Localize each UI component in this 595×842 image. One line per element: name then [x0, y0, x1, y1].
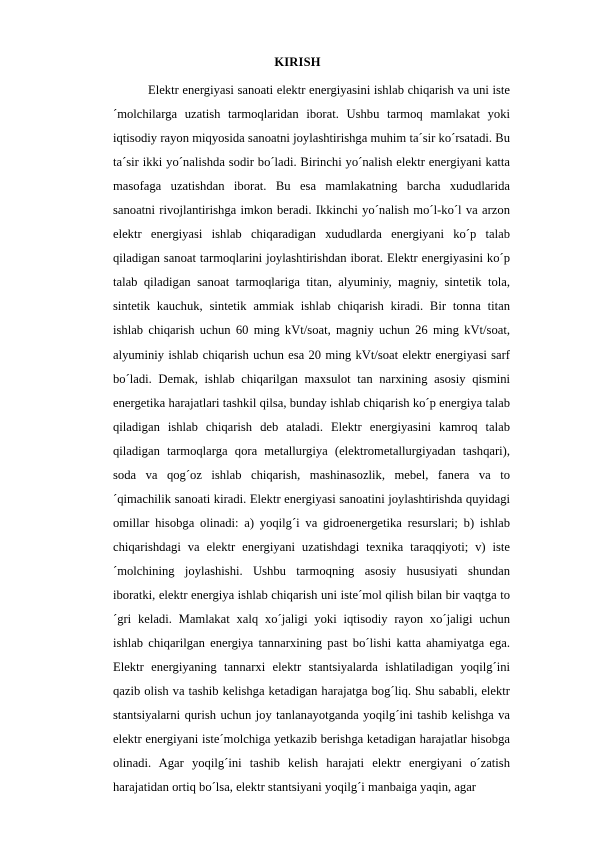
- body-paragraph: Elektr energiyasi sanoati elektr energiyasini ishlab chiqarish va uni iste´molchilarga uzatish tarmoqlaridan iborat. Ushbu tarmoq mamlakat yoki iqtisodiy rayon miqyosida sanoatni joylashtirishga muhim ta´sir ko´rsatadi. Bu ta´sir ikki yo´nalishda sodir bo´ladi. Birinchi yo´nalish elektr energiyani katta masofaga uzatishdan iborat. Bu esa mamlakatning barcha xududlarida sanoatni rivojlantirishga imkon beradi. Ikkinchi yo´nalish mo´l-ko´l va arzon elektr energiyasi ishlab chiqaradigan xududlarda energiyani ko´p talab qiladigan sanoat tarmoqlarini joylashtirishdan iborat. Elektr energiyasini ko´p talab qiladigan sanoat tarmoqlariga titan, alyuminiy, magniy, sintetik tola, sintetik kauchuk, sintetik ammiak ishlab chiqarish kiradi. Bir tonna titan ishlab chiqarish uchun 60 ming kVt/soat, magniy uchun 26 ming kVt/soat, alyuminiy ishlab chiqarish uchun esa 20 ming kVt/soat elektr energiyasi sarf bo´ladi. Demak, ishlab chiqarilgan maxsulot tan narxining asosiy qismini energetika harajatlari tashkil qilsa, bunday ishlab chiqarish ko´p energiya talab qiladigan ishlab chiqarish deb ataladi. Elektr energiyasini kamroq talab qiladigan tarmoqlarga qora metallurgiya (elektrometallurgiyadan tashqari), soda va qog´oz ishlab chiqarish, mashinasozlik, mebel, fanera va to´qimachilik sanoati kiradi. Elektr energiyasi sanoatini joylashtirishda quyidagi omillar hisobga olinadi: a) yoqilg´i va gidroenergetika resurslari; b) ishlab chiqarishdagi va elektr energiyani uzatishdagi texnika taraqqiyoti; v) iste´molchining joylashishi. Ushbu tarmoqning asosiy hususiyati shundan iboratki, elektr energiya ishlab chiqarish uni iste´mol qilish bilan bir vaqtga to´gri keladi. Mamlakat xalq xo´jaligi yoki iqtisodiy rayon xo´jaligi uchun ishlab chiqarilgan energiya tannarxining past bo´lishi katta ahamiyatga ega. Elektr energiyaning tannarxi elektr stantsiyalarda ishlatiladigan yoqilg´ini qazib olish va tashib kelishga ketadigan harajatga bog´liq. Shu sababli, elektr stantsiyalarni qurish uchun joy tanlanayotganda yoqilg´ini tashib kelishga va elektr energiyani iste´molchiga yetkazib berishga ketadigan harajatlar hisobga olinadi. Agar yoqilg´ini tashib kelish harajati elektr energiyani o´zatish harajatidan ortiq bo´lsa, elektr stantsiyani yoqilg´i manbaiga yaqin, agar: [113, 83, 510, 795]
- page-title: KIRISH: [274, 55, 321, 69]
